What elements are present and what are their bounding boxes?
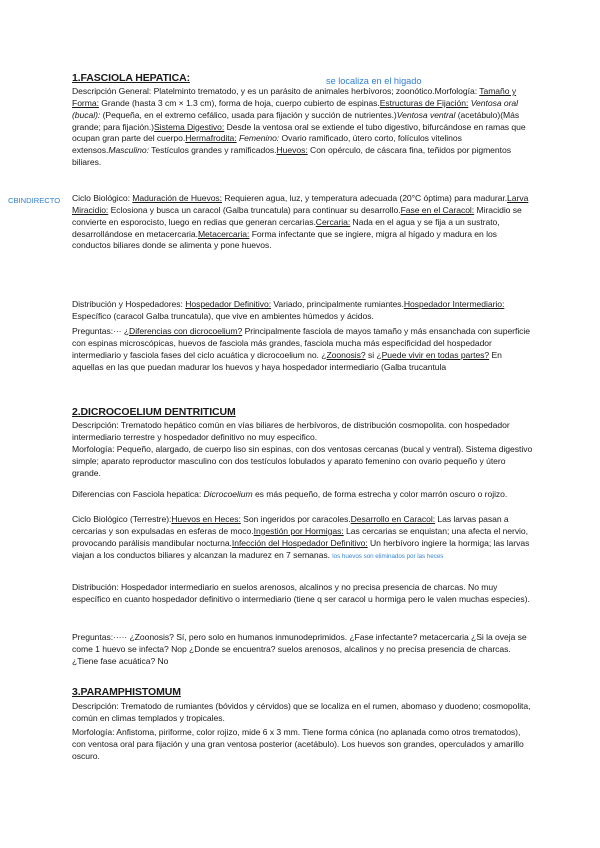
text-run: Larva Miracidio:: [72, 193, 529, 215]
dicrocoelium-distribution: [72, 582, 534, 606]
fasciola-distribution: [72, 299, 534, 323]
text-run: Hospedador Definitivo:: [185, 299, 272, 309]
text-run: Un herbívoro ingiere la hormiga; las larvas viajan a los conductos biliares y alcanzan la madurez en 7 semanas.: [72, 537, 530, 560]
text-run: Morfología: Pequeño, alargado, de cuerpo liso sin espinas, con dos ventosas cercanas (bucal y ventral). Sistema digestivo simple; aparato reproductor masculino con dos testículos lobulados y aparato femenino con ovario pequeño y útero grande.: [72, 444, 533, 478]
section-title-paramphistomum: 3.PARAMPHISTOMUM: [72, 686, 181, 698]
text-run: Desarrollo en Caracol:: [350, 514, 436, 524]
text-run: Requieren agua, luz, y temperatura adecuada (20°C óptima) para madurar.: [222, 193, 508, 203]
text-run: Las larvas pasan a cercarias y son expulsadas en esferas de moco.: [72, 514, 509, 536]
text-run: (acetábulo)(Más grande; para fijación.): [72, 109, 520, 132]
text-run: Testículos grandes y ramificados.: [148, 145, 277, 156]
text-run: Preguntas:··· ¿: [72, 326, 130, 336]
text-run: Sistema Digestivo:: [153, 121, 225, 132]
text-run: Ciclo Biológico:: [72, 193, 133, 203]
text-run: Zoonosis?: [326, 349, 366, 360]
text-run: si ¿: [365, 349, 382, 360]
text-run: Grande (hasta 3 cm × 1.3 cm), forma de hoja, cuerpo cubierto de espinas.: [98, 97, 380, 108]
dicrocoelium-description: [72, 420, 534, 444]
text-run: Son ingeridos por caracoles.: [240, 514, 351, 524]
text-run: Específico (caracol Galba truncatula), que vive en ambientes húmedos y ácidos.: [72, 310, 374, 321]
text-run: Nada en el agua y se fija a un sustrato, desarrollándose en metacercaria.: [72, 216, 500, 239]
fasciola-life-cycle: [72, 193, 534, 252]
section-title-dicrocoelium: 2.DICROCOELIUM DENTRITICUM: [72, 406, 236, 418]
text-run: Descripción: Trematodo hepático común en vías biliares de herbívoros, de distribución cosmopolita. con hospedador intermediario terrestre y hospedador definitivo no muy especifico.: [72, 420, 510, 442]
dicrocoelium-differences: [72, 489, 534, 501]
text-run: Ciclo Biológico (Terrestre):: [72, 514, 172, 524]
text-run: Masculino:: [108, 145, 149, 156]
text-run: Hospedador Intermediario:: [403, 299, 505, 309]
text-run: Cercaria:: [315, 216, 351, 227]
text-run: Eclosiona y busca un caracol (Galba truncatula) para continuar su desarrollo.: [108, 204, 401, 215]
text-run: Descripción: Trematodo de rumiantes (bóvidos y cérvidos) que se localiza en el rumen, abomaso y duodeno; cosmopolita, común en climas templados y tropicales.: [72, 701, 531, 723]
section-title-fasciola: 1.FASCIOLA HEPATICA:: [72, 72, 190, 84]
text-run: Maduración de Huevos:: [132, 193, 223, 203]
dicrocoelium-questions: [72, 632, 534, 668]
text-run: Fase en el Caracol:: [400, 204, 475, 215]
text-run: Preguntas:····· ¿Zoonosis? Sí, pero solo en humanos inmunodeprimidos. ¿Fase infectante? metacercaria ¿Si la oveja se come 1 huevo se infecta? Nop ¿Donde se encuentra? suelos arenosos, alcalinos y no precisa presencia de charcas. ¿Tiene fase acuática? No: [72, 632, 527, 666]
text-run: Ventosa ventral: [396, 109, 456, 120]
text-run: Huevos:: [276, 145, 308, 156]
text-run: Forma infectante que se ingiere, migra al hígado y madura en los conductos biliares donde se alimenta y pone huevos.: [72, 228, 497, 251]
text-run: En aquellas en las que puedan madurar los huevos y haya hospedador intermediario (Galba trucantula: [72, 349, 502, 372]
text-run: Variado, principalmente rumiantes.: [271, 299, 404, 309]
dicrocoelium-life-cycle: [72, 514, 534, 562]
text-run: Con opérculo, de cáscara fina, teñidos por pigmentos biliares.: [72, 145, 511, 168]
text-run: Distribución: Hospedador intermediario en suelos arenosos, alcalinos y no precisa presencia de charcas. No muy específico en cuanto hospedador definitivo o intermediario (tiene q ser caracol u hormiga pero le valen muchas especies).: [72, 582, 530, 604]
text-run: es más pequeño, de forma estrecha y color marrón oscuro o rojizo.: [252, 489, 508, 499]
fasciola-description: [72, 86, 534, 169]
text-run: Diferencias con dicrocoelium?: [129, 326, 243, 336]
text-run: (Pequeña, en el extremo cefálico, usada para fijación y succión de nutrientes.): [100, 109, 397, 120]
paramphistomum-morphology: [72, 727, 534, 763]
text-run: Ingestión por Hormigas:: [253, 525, 344, 536]
text-run: Infección del Hospedador Definitivo:: [231, 537, 368, 548]
text-run: Morfología: Anfistoma, piriforme, color rojizo, mide 6 x 3 mm. Tiene forma cónica (no aplanada como otros trematodos), con ventosa oral para fijación y una gran ventosa posterior (acetábulo). Los huevos son grandes, operculados y amarillo oscuro.: [72, 727, 524, 761]
text-run: Dicrocoelium: [203, 489, 253, 499]
handwritten-note-eggs: los huevos son eliminados por las heces: [332, 552, 444, 560]
text-run: Hermafrodita:: [185, 133, 237, 144]
text-run: Descripción General: Platelminto trematodo, y es un parásito de animales herbívoros; zoonótico.: [72, 86, 435, 96]
handwritten-note-liver: se localiza en el higado: [326, 76, 422, 86]
text-run: Metacercaria:: [197, 228, 250, 239]
paramphistomum-description: [72, 701, 534, 725]
text-run: Femenino:: [238, 133, 280, 144]
text-run: Huevos en Heces:: [171, 514, 241, 524]
margin-note-cbindirecto: CBINDIRECTO: [8, 196, 61, 205]
text-run: Ventosa oral (bucal):: [72, 97, 519, 120]
text-run: Morfología:: [434, 86, 480, 96]
dicrocoelium-morphology: [72, 444, 534, 480]
text-run: Distribución y Hospedadores:: [72, 299, 186, 309]
text-run: Estructuras de Fijación:: [379, 97, 469, 108]
text-run: Desde la ventosa oral se extiende el tubo digestivo, bifurcándose en ramas que ocupan gran parte del cuerpo.: [72, 121, 526, 144]
text-run: Ovario ramificado, útero corto, folículos vitelinos extensos.: [72, 133, 462, 156]
text-run: Miracidio se convierte en esporocisto, luego en redias que generan cercarias.: [72, 204, 522, 227]
text-run: Principalmente fasciola de mayos tamaño y más ensanchada con superficie con espinas microscópicas, huevos de fasciola más grandes, fasciola mucha más especificidad del hospedador intermediario y fasciola fases del ciclo acuática y dicrocoelium no. ¿: [72, 326, 531, 360]
fasciola-questions: [72, 326, 534, 373]
text-run: Las cercarias se enquistan; una afecta el nervio, provocando parálisis mandibular nocturna.: [72, 525, 528, 548]
text-run: Tamaño y Forma:: [72, 86, 517, 108]
text-run: Diferencias con Fasciola hepatica:: [72, 489, 204, 499]
text-run: Puede vivir en todas partes?: [381, 349, 490, 360]
